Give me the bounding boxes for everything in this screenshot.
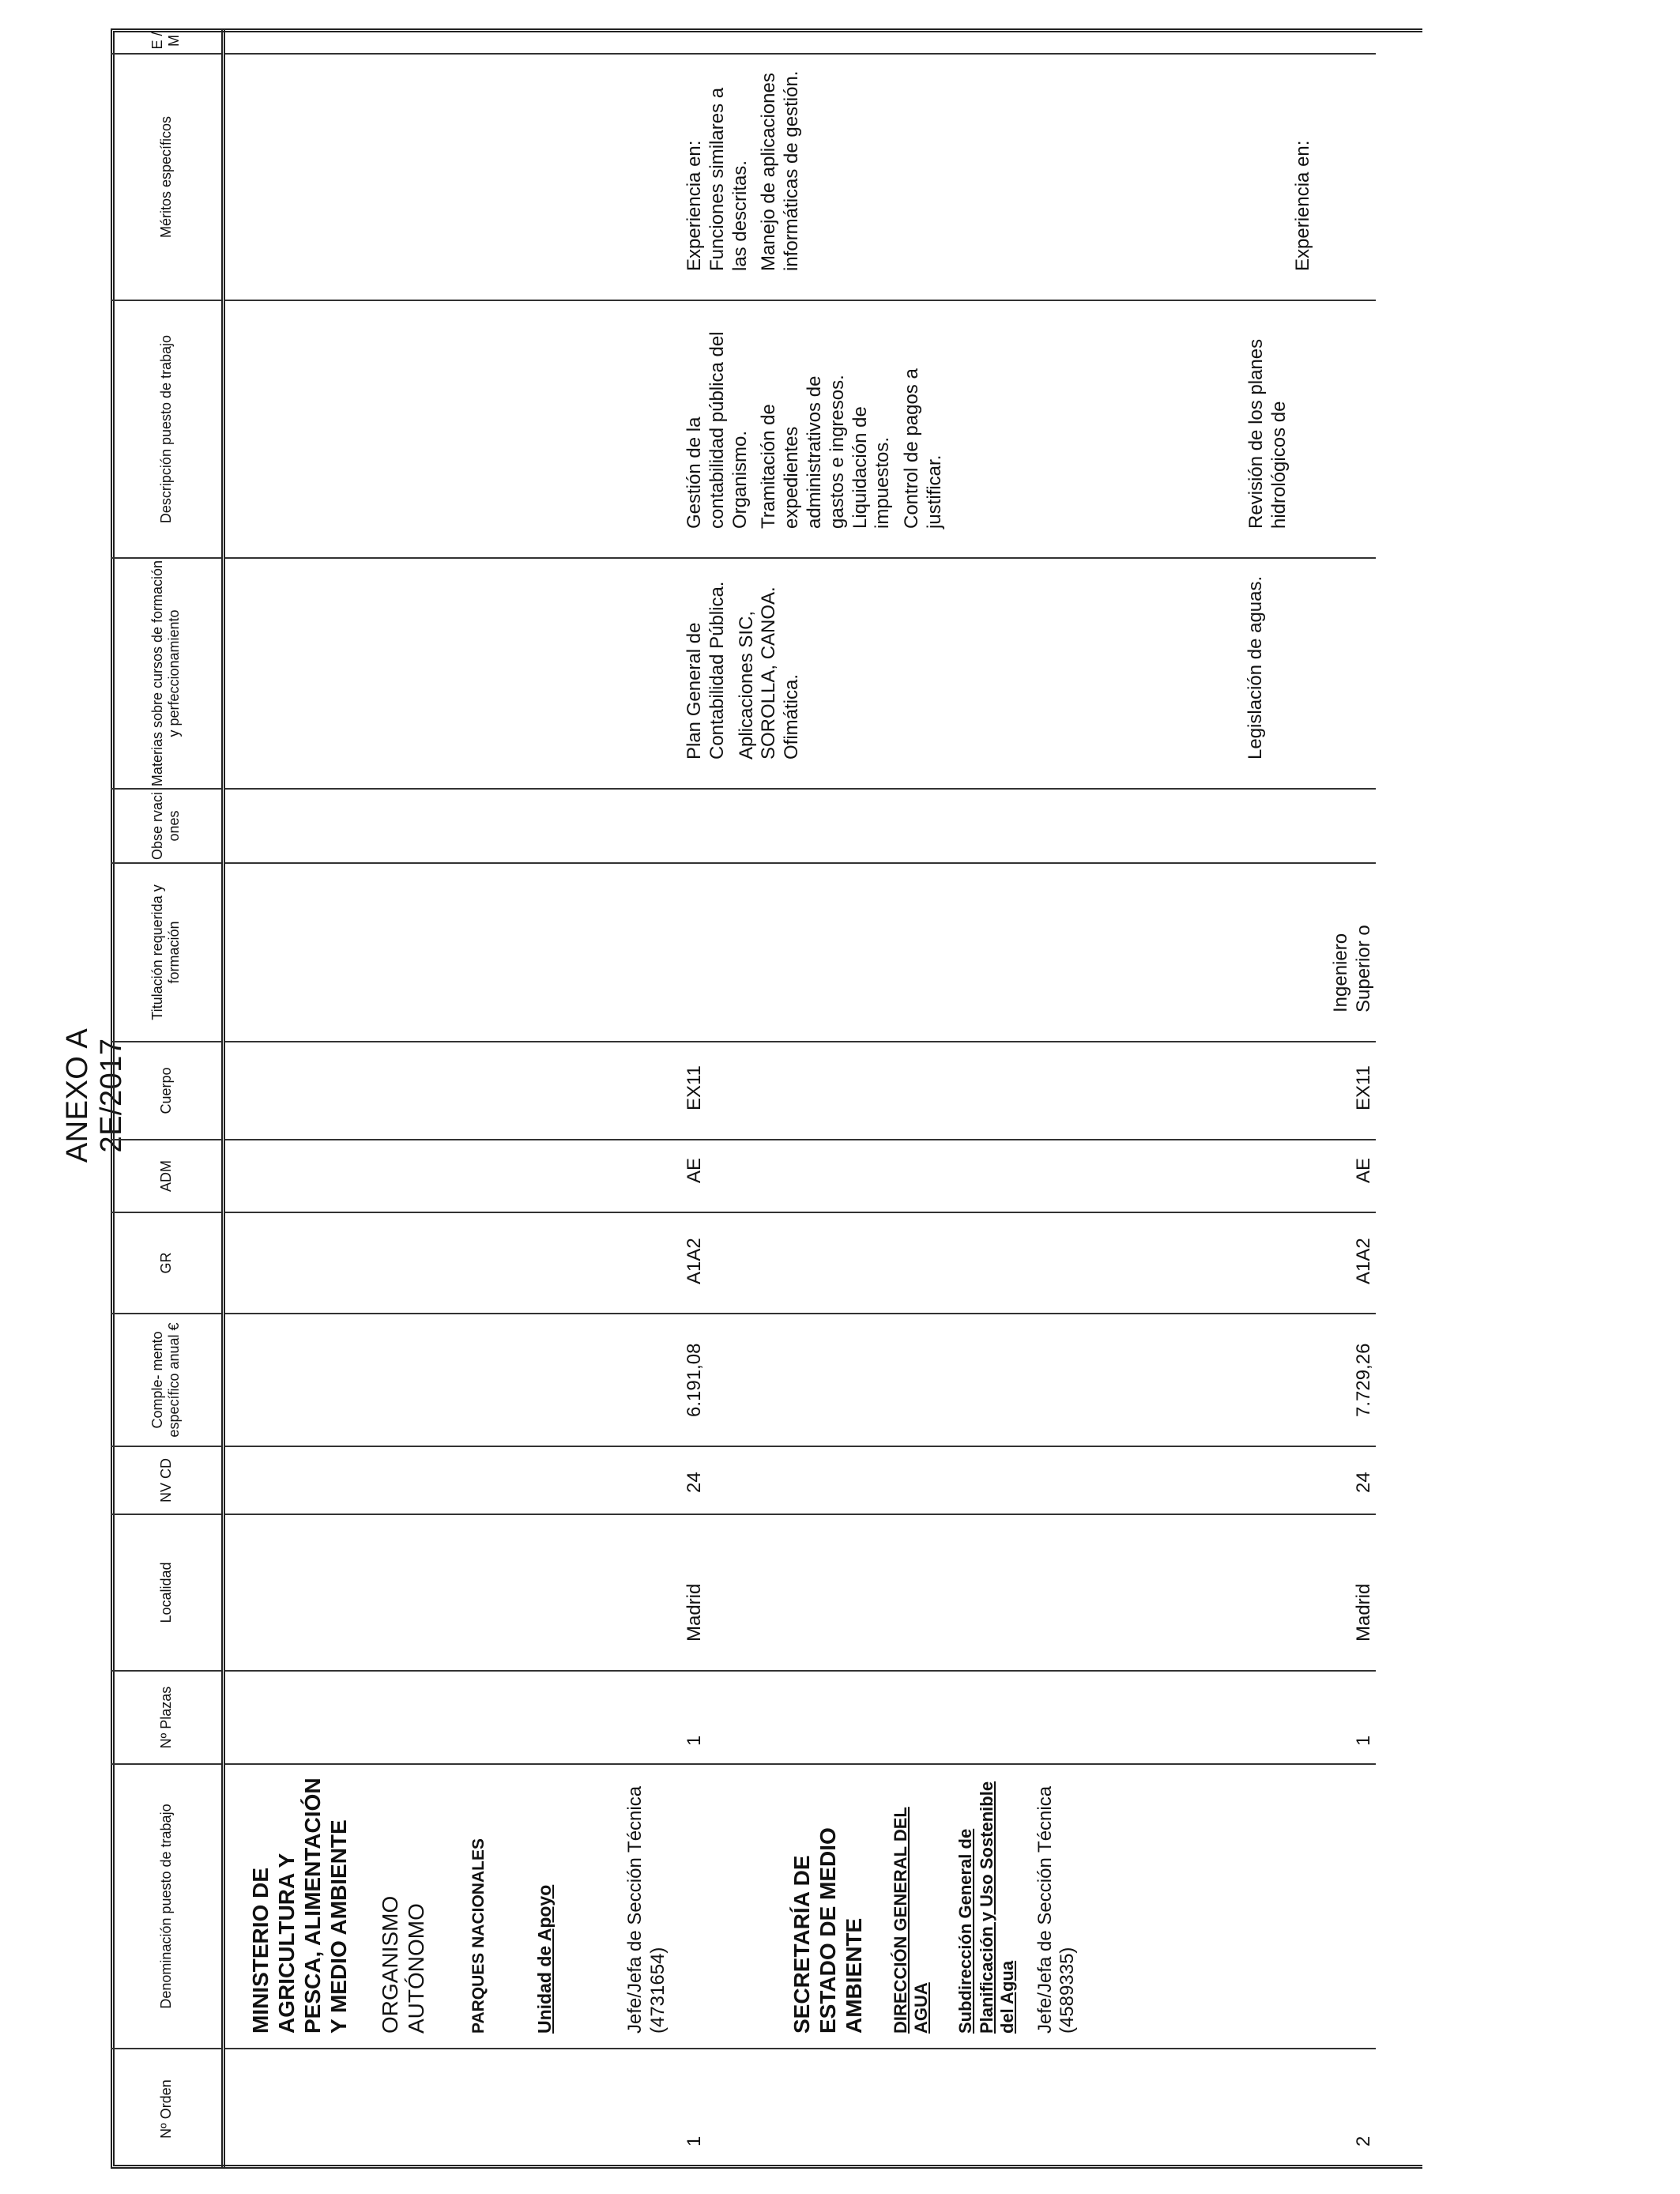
rotated-page [111, 22, 1422, 2169]
row1-merito-item: Experiencia en: [684, 140, 705, 271]
col-cuerpo [224, 1042, 1376, 1140]
row1-descripcion-item: Tramitación de expedientes administrativos de gastos e ingresos. [758, 375, 848, 529]
header-plazas: Nº Plazas [111, 1671, 224, 1764]
col-denominacion [224, 1764, 1376, 2049]
header-adm: ADM [111, 1140, 224, 1212]
col-complemento [224, 1314, 1376, 1446]
subdireccion-heading: Subdirección General de Planificación y Uso Sostenible del Agua [955, 1781, 1018, 2034]
header-descripcion: Descripción puesto de trabajo [111, 300, 224, 558]
row2-merito-item: Experiencia en: [1291, 140, 1313, 271]
row1-observaciones [669, 799, 684, 848]
annex-code: 2E/2017 [95, 1038, 128, 1153]
header-gr: GR [111, 1212, 224, 1314]
col-titulacion [224, 863, 1376, 1042]
row2-titulacion: Ingeniero Superior o [1330, 925, 1374, 1012]
unidad-heading: Unidad de Apoyo [534, 1884, 556, 2034]
col-orden [224, 2049, 1376, 2169]
direccion-heading: DIRECCIÓN GENERAL DEL AGUA [890, 1807, 932, 2034]
row2-denominacion: Jefe/Jefa de Sección Técnica (4589335) [1034, 1785, 1079, 2034]
row1-localidad: Madrid [684, 1583, 705, 1642]
ministerio-heading: MINISTERIO DE AGRICULTURA Y PESCA, ALIMENTACIÓN Y MEDIO AMBIENTE [248, 1777, 352, 2034]
row2-orden: 2 [1352, 2136, 1374, 2147]
header-materias: Materias sobre cursos de formación y perfeccionamiento [111, 558, 224, 789]
col-materias [224, 558, 1376, 789]
header-complemento: Comple- mento específico anual € [111, 1314, 224, 1446]
organismo-heading: ORGANISMO AUTÓNOMO [378, 1895, 429, 2034]
col-em [224, 28, 1376, 54]
row1-materias [669, 568, 804, 774]
row1-gr: A1A2 [684, 1238, 705, 1284]
col-descripcion [224, 300, 1376, 558]
row2-adm: AE [1352, 1157, 1374, 1183]
row1-descripcion [669, 311, 947, 543]
row1-complemento: 6.191,08 [684, 1343, 705, 1417]
header-orden: Nº Orden [111, 2049, 224, 2169]
row2-complemento: 7.729,26 [1352, 1343, 1374, 1417]
row1-meritos [669, 64, 804, 285]
row1-descripcion-item: Control de pagos a justificar. [901, 368, 945, 529]
row1-materia-item: Ofimática. [781, 673, 803, 760]
row1-descripcion-item: Gestión de la contabilidad pública del Organismo. [684, 331, 751, 529]
row1-orden: 1 [684, 2136, 705, 2147]
col-meritos [224, 54, 1376, 300]
table-header-row [111, 28, 224, 2169]
header-localidad: Localidad [111, 1514, 224, 1671]
header-denominacion: Denominación puesto de trabajo [111, 1764, 224, 2049]
row1-plazas: 1 [684, 1735, 705, 1746]
row2-plazas: 1 [1352, 1735, 1374, 1746]
row1-adm: AE [684, 1157, 705, 1183]
row2-localidad: Madrid [1352, 1583, 1374, 1642]
row1-denominacion: Jefe/Jefa de Sección Técnica (4731654) [623, 1785, 669, 2034]
col-observaciones [224, 789, 1376, 863]
row1-nivel: 24 [684, 1472, 705, 1493]
secretaria-heading: SECRETARÍA DE ESTADO DE MEDIO AMBIENTE [789, 1827, 866, 2034]
row2-descripcion [1231, 311, 1291, 543]
header-nivel: NV CD [111, 1446, 224, 1514]
row2-meritos [1278, 64, 1315, 285]
col-adm [224, 1140, 1376, 1212]
row1-descripcion-item: Liquidación de impuestos. [849, 406, 894, 529]
row2-nivel: 24 [1352, 1472, 1374, 1493]
col-localidad [224, 1514, 1376, 1671]
col-plazas [224, 1671, 1376, 1764]
row2-materia-item: Legislación de aguas. [1244, 575, 1266, 760]
header-em: E / M [111, 28, 224, 54]
row2-cuerpo: EX11 [1352, 1065, 1374, 1110]
table-body-row [224, 28, 1376, 2169]
row1-titulacion [669, 873, 684, 1027]
row2-descripcion-item: Revisión de los planes hidrológicos de [1245, 338, 1290, 529]
row1-materia-item: Aplicaciones SIC, SOROLLA, CANOA. [735, 586, 780, 760]
vacancy-table [111, 28, 1376, 2169]
row1-materia-item: Plan General de Contabilidad Pública. [684, 581, 728, 760]
header-titulacion: Titulación requerida y formación [111, 863, 224, 1042]
row2-gr: A1A2 [1352, 1238, 1374, 1284]
row1-merito-item: Funciones similares a las descritas. [706, 87, 751, 271]
parques-heading: PARQUES NACIONALES [469, 1838, 488, 2034]
col-nivel [224, 1446, 1376, 1514]
header-meritos: Méritos específicos [111, 54, 224, 300]
row1-merito-item: Manejo de aplicaciones informáticas de gestión. [758, 70, 803, 271]
col-gr [224, 1212, 1376, 1314]
row1-cuerpo: EX11 [684, 1065, 705, 1110]
header-cuerpo: Cuerpo [111, 1042, 224, 1140]
row2-observaciones [1316, 799, 1330, 848]
header-observaciones: Obse rvaci ones [111, 789, 224, 863]
row2-materias [1230, 568, 1268, 774]
annex-title: ANEXO A [61, 1027, 95, 1163]
